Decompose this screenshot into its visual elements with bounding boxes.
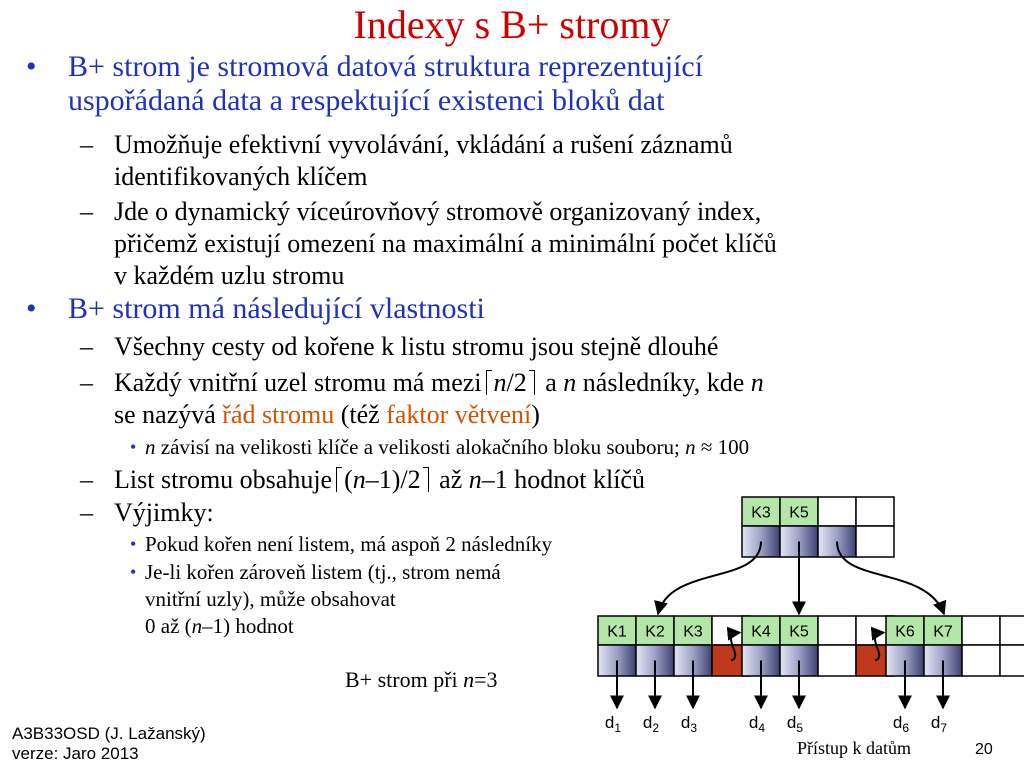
bullet-1-line-1: B+ strom je stromová datová struktura reprezentující xyxy=(68,50,704,83)
inner-node-line-2: se nazývá řád stromu (též faktor větvení) xyxy=(114,400,540,429)
sub-1-line-1: Umožňuje efektivní vyvolávání, vkládání a rušení záznamů xyxy=(114,130,733,159)
data-label: $d_1$ xyxy=(604,713,622,735)
key-label: K3 xyxy=(751,504,771,522)
sub-1-line-2: identifikovaných klíčem xyxy=(114,162,368,191)
bullet-dot-icon: • xyxy=(26,50,37,83)
empty-next-pointer xyxy=(856,526,894,557)
empty-key-cell xyxy=(818,616,856,645)
footer-version: verze: Jaro 2013 xyxy=(12,744,139,763)
key-label: K7 xyxy=(933,623,953,641)
dash-icon: – xyxy=(80,465,93,494)
bullet-dot-icon: • xyxy=(130,534,137,554)
root-node xyxy=(742,497,894,557)
data-label: $d_5$ xyxy=(786,713,804,735)
slide-title: Indexy s B+ stromy xyxy=(353,2,671,47)
key-label: K2 xyxy=(645,623,665,641)
sub-paths-line: Všechny cesty od kořene k listu stromu jsou stejně dlouhé xyxy=(114,332,719,361)
bullet-dot-icon: • xyxy=(26,292,37,325)
empty-pointer-cell xyxy=(818,645,856,676)
bullet-2-line-1: B+ strom má následující vlastnosti xyxy=(68,292,485,325)
key-label: K4 xyxy=(751,623,771,641)
exceptions-label: Výjimky: xyxy=(114,498,214,527)
bullet-1-line-2: uspořádaná data a respektující existenci bloků dat xyxy=(68,84,665,117)
key-label: K1 xyxy=(607,623,627,641)
sub-2-line-2: přičemž existují omezení na maximální a minimální počet klíčů xyxy=(114,229,777,258)
empty-pointer-cell xyxy=(962,645,1000,676)
page-number: 20 xyxy=(975,741,993,758)
footer-section: Přístup k datům xyxy=(797,738,912,758)
footer-course: A3B33OSD (J. Lažanský) xyxy=(12,724,206,743)
spare-cell xyxy=(1000,616,1024,645)
leaf-count-line: List stromu obsahuje (n–1)/2 až n–1 hodnot klíčů xyxy=(114,465,645,494)
data-label: $d_7$ xyxy=(930,713,948,735)
data-label: $d_4$ xyxy=(748,713,766,735)
data-label: $d_6$ xyxy=(892,713,910,735)
empty-key-cell xyxy=(818,497,856,526)
key-label: K6 xyxy=(895,623,915,641)
leaf-node xyxy=(598,616,750,676)
leaf-node xyxy=(742,616,894,676)
data-label: $d_2$ xyxy=(642,713,660,735)
term-order: řád stromu xyxy=(222,400,335,429)
key-label: K5 xyxy=(789,623,809,641)
key-label: K5 xyxy=(789,504,809,522)
sub-2-line-3: v každém uzlu stromu xyxy=(114,261,345,290)
key-label: K3 xyxy=(683,623,703,641)
leaf-node xyxy=(886,616,1024,676)
term-branching-factor: faktor větvení xyxy=(386,400,532,429)
data-label: $d_3$ xyxy=(680,713,698,735)
diagram-caption: B+ strom při n=3 xyxy=(345,667,498,692)
empty-next-pointer xyxy=(1000,645,1024,676)
dash-icon: – xyxy=(80,368,93,397)
dash-icon: – xyxy=(80,498,93,527)
empty-key-cell xyxy=(962,616,1000,645)
dash-icon: – xyxy=(80,332,93,361)
bullet-dot-icon: • xyxy=(130,437,137,457)
dash-icon: – xyxy=(80,130,93,159)
spare-cell xyxy=(856,497,894,526)
dash-icon: – xyxy=(80,197,93,226)
sub-2-line-1: Jde o dynamický víceúrovňový stromově organizovaný index, xyxy=(114,197,762,226)
bullet-dot-icon: • xyxy=(130,562,137,582)
inner-node-line-1: Každý vnitřní uzel stromu má mezi n/2 a n následníky, kde n xyxy=(114,368,764,397)
